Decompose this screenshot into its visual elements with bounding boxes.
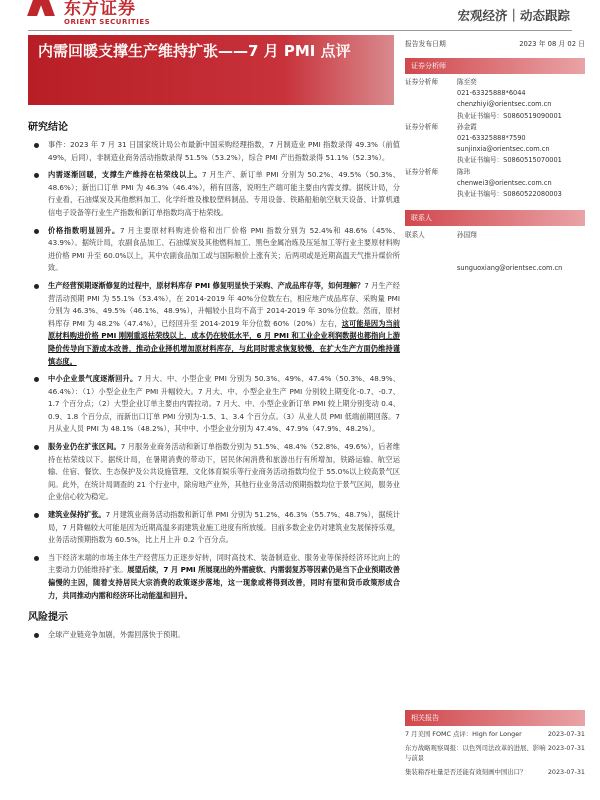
analyst-email[interactable]: sunjinxia@orientsec.com.cn xyxy=(457,145,550,154)
analyst-block: 证券分析师 陈至奕 021-63325888*6044 chenzhiyi@orientsec.com.cn 执业证书编号：S0860519090001 证券分析师 孙金霞 021-63325888*7590 sunjinxia@orientsec.com.cn 执业证书编号：S0860515070001 证券分析师 陈玮 chenwei3@orientsec.com.cn 执业证书编号：S0860522080003 xyxy=(405,77,585,200)
analyst-header: 证券分析师 xyxy=(405,58,585,74)
related-header: 相关报告 xyxy=(405,710,585,726)
report-date-row xyxy=(405,38,585,48)
bullet-icon xyxy=(34,173,39,178)
report-date-label: 报告发布日期 xyxy=(405,40,446,48)
analyst-name: 陈玮 xyxy=(457,167,471,176)
contact-name: 孙国翔 xyxy=(457,231,477,240)
report-date: 2023 年 08 月 02 日 xyxy=(519,40,585,48)
logo-en: ORIENT SECURITIES xyxy=(64,18,151,26)
related-report-item[interactable]: 集装箱吞吐量是否还能有效刻画中国出口？ 2023-07-31 xyxy=(405,767,585,776)
paragraph-price: 价格指数明显回升。7 月主要原材料购进价格和出厂价格 PMI 指数分别为 52.4%和 48.6%（45%、43.9%）。据统计局，农副食品加工、石油煤炭及其他燃料加工、黑色金属冶炼及压延加工等行业主要原材料购进价格 PMI 升至 60.0%以上，其中农副食品加工或与国际粮价上涨有关；后两项或是近期高温天气推升煤价所致。 xyxy=(28,225,400,275)
title-banner xyxy=(28,35,394,105)
paragraph-outlook: 当下经济末端的市场主体生产经营压力正逐步好转，同时高技术、装备制造业、服务业等保持经济环比向上的主要动力仍能维持扩张。展望后续，7 月 PMI 所展现出的外需疲软、内需弱复苏等因素仍是当下企业预期改善偏慢的主因，随着支持居民大宗消费的政策逐步落地，这一现象或将得到改善，同时有望和货币政策形成合力，共同推动内需和经济环比动能温和回升。 xyxy=(28,552,400,602)
analyst-email[interactable]: chenzhiyi@orientsec.com.cn xyxy=(457,100,552,109)
paragraph-services: 服务业仍在扩张区间。7 月服务业商务活动和新订单指数分别为 51.5%、48.4%（52.8%、49.6%），后者维持在枯荣线以下。据统计局，在暑期消费的带动下，居民休闲消费和旅游出行有所增加，铁路运输、航空运输、住宿、餐饮、生态保护及公共设施管理、文化体育娱乐等行业商务活动指数均位于 55.0%以上较高景气区间。此外，在统计局调查的 21 个行业中，除房地产业外，其他行业业务活动预期指数均位于景气区间，服务业企业信心较为稳定。 xyxy=(28,441,400,504)
bullet-icon xyxy=(34,445,39,450)
related-reports xyxy=(405,700,585,777)
analyst-name: 孙金霞 xyxy=(457,122,477,131)
page-header xyxy=(0,0,600,36)
sidebar xyxy=(405,38,585,275)
related-report-item[interactable]: 7 月美国 FOMC 点评：High for Longer 2023-07-31 xyxy=(405,730,585,738)
paragraph-smes: 中小企业景气度逐渐回升。7 月大、中、小型企业 PMI 分别为 50.3%、49%、47.4%（50.3%、48.9%、46.4%）：（1）小型企业生产 PMI 升幅较大。7 月大、中、小型企业生产 PMI 分别较上期变化-0.7、-0.7、1.7 个百分点；（2）大型企业订单主要由内需拉动。7 月大、中、小型企业新订单 PMI 较上期分别变动 0.4、0.9、1.8 个百分点，而新出口订单 PMI 分别为-1.5、1、3.4 个百分点。（3）从业人员 PMI 低端前期回落。7 月从业人员 PMI 为 48.1%（48.2%），其中中、小型企业分别为 47.4%、47.9%（47.9%、48.2%）。 xyxy=(28,373,400,436)
research-title: 研究结论 xyxy=(28,122,68,133)
paragraph-event: 事件：2023 年 7 月 31 日国家统计局公布最新中国采购经理指数，7 月制造业 PMI 指数录得 49.3%（前值 49%，后同），非制造业商务活动指数录得 51.5%（53.2%），综合 PMI 产出指数录得 51.1%（52.3%）。 xyxy=(28,139,400,164)
bullet-icon xyxy=(34,513,39,518)
paragraph-construction: 建筑业保持扩张。7 月建筑业商务活动指数和新订单 PMI 分别为 51.2%、46.3%（55.7%、48.7%），据统计局，7 月降幅较大可能是因为近期高温多雨建筑业施工进度有所放缓。目前多数企业仍对建筑业发展保持乐观，业务活动预期指数为 60.5%，比上月上升 0.2 个百分点。 xyxy=(28,509,400,547)
contact-header: 联系人 xyxy=(405,210,585,226)
report-category: 宏观经济｜动态跟踪 xyxy=(457,8,570,23)
bullet-icon xyxy=(34,633,39,638)
paragraph-demand: 内需逐渐回暖，支撑生产维持在枯荣线以上。7 月生产、新订单 PMI 分别为 50.2%、49.5%（50.3%、48.6%）；新出口订单 PMI 为 46.3%（46.4%），稍有回落，说明生产端可能主要由内需支撑。据统计局，分行业看，石油煤炭及其他燃料加工、化学纤维及橡胶塑料制品、专用设备、铁路船舶航空航天设备、计算机通信电子设备等行业生产指数和新订单指数均高于枯荣线。 xyxy=(28,169,400,219)
risk-item: 全球产业链竞争加剧，外需回落快于预期。 xyxy=(28,629,400,642)
bullet-icon xyxy=(34,377,39,382)
logo-cn: 东方证券 xyxy=(64,0,136,19)
related-report-item[interactable]: 东方战略观察周报：以色列司法改革的进展、影响与前景 2023-07-31 xyxy=(405,743,585,762)
analyst-email[interactable]: chenwei3@orientsec.com.cn xyxy=(457,178,552,187)
contact-email[interactable]: sunguoxiang@orientsec.com.cn xyxy=(457,264,563,273)
report-title: 内需回暖支撑生产维持扩张——7 月 PMI 点评 xyxy=(38,42,351,60)
contact-block: 联系人 孙国翔 sunguoxiang@orientsec.com.cn xyxy=(405,230,585,274)
bullet-icon xyxy=(34,556,39,561)
bullet-icon xyxy=(34,143,39,148)
bullet-icon xyxy=(34,284,39,289)
bullet-icon xyxy=(34,229,39,234)
logo xyxy=(28,0,150,26)
analyst-name: 陈至奕 xyxy=(457,78,477,86)
risk-title: 风险提示 xyxy=(28,612,68,624)
paragraph-inventory: 生产经营预期逐渐修复的过程中，原材料库存 PMI 修复明显快于采购、产成品库存等，如何理解？7 月生产经营活动预期 PMI 为 55.1%（53.4%），在 2014-2019 年 40%分位数左右，相应地产成品库存、采购量 PMI 分别为 46.3%、49.5%（46.1%、48.9%），升幅较小且均不高于 2014-2019 年 30%分位数。然而，原材料库存 PMI 为 48.2%（47.4%），已经回升至 2014-2019 年分位数 60%（20%）左右，这可能是因为当前原材料购进价格 PMI 刚刚重返枯荣线以上，成本仍在较低水平，6 月 PMI 和工业企业利润数据也都指向上游降价传导向下游成本改善，推动企业择机增加原材料库存，与此同时需求恢复较慢，在扩大生产方面仍维持谨慎态度。 xyxy=(28,280,400,368)
logo-mark-icon xyxy=(28,0,58,22)
header-divider xyxy=(28,30,572,31)
main-content xyxy=(28,112,400,647)
